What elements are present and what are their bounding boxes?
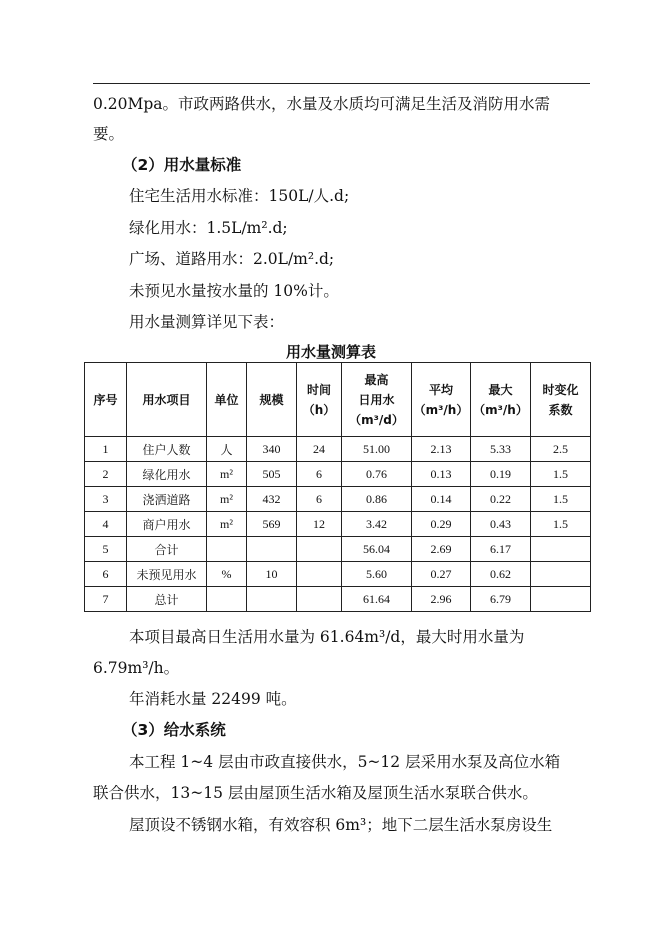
- cell-maxhr: 5.33: [471, 437, 531, 462]
- cell-unit: 人: [207, 437, 247, 462]
- cell-item: 商户用水: [127, 512, 207, 537]
- paragraph-line: 年消耗水量 22499 吨。: [129, 690, 297, 708]
- cell-hours: [297, 587, 342, 612]
- cell-scale: 10: [247, 562, 297, 587]
- header-unit: 单位: [207, 363, 247, 437]
- cell-scale: 340: [247, 437, 297, 462]
- standard-line: 绿化用水：1.5L/m².d;: [129, 219, 288, 237]
- cell-avg: 0.29: [412, 512, 471, 537]
- cell-scale: 505: [247, 462, 297, 487]
- paragraph-line: 6.79m³/h。: [93, 659, 180, 677]
- cell-scale: 432: [247, 487, 297, 512]
- header-hours: 时间 （h）: [297, 363, 342, 437]
- cell-unit: m²: [207, 512, 247, 537]
- header-no: 序号: [85, 363, 127, 437]
- table-row: [85, 537, 591, 562]
- header-scale: 规模: [247, 363, 297, 437]
- cell-avg: 2.13: [412, 437, 471, 462]
- cell-avg: 0.27: [412, 562, 471, 587]
- section-heading-2: （2）用水量标准: [122, 156, 242, 174]
- header-rule: [93, 83, 590, 84]
- cell-maxhr: 0.62: [471, 562, 531, 587]
- header-max-hour: 最大 （m³/h）: [471, 363, 531, 437]
- cell-coef: [531, 562, 591, 587]
- cell-maxhr: 0.43: [471, 512, 531, 537]
- cell-unit: [207, 587, 247, 612]
- cell-avg: 0.14: [412, 487, 471, 512]
- cell-maxday: 0.86: [342, 487, 412, 512]
- cell-maxday: 0.76: [342, 462, 412, 487]
- paragraph-line: 屋顶设不锈钢水箱，有效容积 6m³；地下二层生活水泵房设生: [129, 816, 553, 834]
- standard-line: 用水量测算详见下表：: [129, 313, 285, 331]
- cell-scale: [247, 587, 297, 612]
- standard-line: 住宅生活用水标准：150L/人.d;: [129, 187, 350, 205]
- cell-hours: 24: [297, 437, 342, 462]
- header-coefficient: 时变化 系数: [531, 363, 591, 437]
- table-caption: 用水量测算表: [285, 343, 376, 361]
- paragraph-line: 要。: [93, 125, 125, 143]
- cell-unit: [207, 537, 247, 562]
- standard-line: 未预见水量按水量的 10%计。: [129, 282, 339, 300]
- cell-coef: 1.5: [531, 512, 591, 537]
- cell-avg: 2.96: [412, 587, 471, 612]
- cell-unit: m²: [207, 487, 247, 512]
- cell-coef: 2.5: [531, 437, 591, 462]
- cell-item: 未预见用水: [127, 562, 207, 587]
- cell-avg: 2.69: [412, 537, 471, 562]
- cell-unit: m²: [207, 462, 247, 487]
- cell-no: 1: [85, 437, 127, 462]
- cell-hours: 6: [297, 487, 342, 512]
- cell-coef: 1.5: [531, 462, 591, 487]
- table-header-row: [85, 363, 591, 437]
- cell-maxday: 61.64: [342, 587, 412, 612]
- cell-no: 3: [85, 487, 127, 512]
- water-usage-table: [84, 362, 591, 612]
- cell-hours: [297, 562, 342, 587]
- paragraph-line: 0.20Mpa。市政两路供水，水量及水质均可满足生活及消防用水需: [93, 95, 551, 113]
- table-row: [85, 487, 591, 512]
- paragraph-line: 联合供水，13~15 层由屋顶生活水箱及屋顶生活水泵联合供水。: [93, 784, 538, 802]
- header-item: 用水项目: [127, 363, 207, 437]
- header-max-day: 最高 日用水 （m³/d）: [342, 363, 412, 437]
- paragraph-line: 本工程 1~4 层由市政直接供水，5~12 层采用水泵及高位水箱: [129, 753, 561, 771]
- cell-coef: [531, 537, 591, 562]
- header-average: 平均 （m³/h）: [412, 363, 471, 437]
- cell-hours: 6: [297, 462, 342, 487]
- cell-maxhr: 0.19: [471, 462, 531, 487]
- cell-maxhr: 6.17: [471, 537, 531, 562]
- table-row: [85, 437, 591, 462]
- cell-hours: [297, 537, 342, 562]
- table-row: [85, 512, 591, 537]
- cell-no: 2: [85, 462, 127, 487]
- cell-no: 5: [85, 537, 127, 562]
- paragraph-line: 本项目最高日生活用水量为 61.64m³/d，最大时用水量为: [129, 628, 525, 646]
- cell-maxday: 5.60: [342, 562, 412, 587]
- cell-hours: 12: [297, 512, 342, 537]
- cell-item: 浇洒道路: [127, 487, 207, 512]
- cell-unit: %: [207, 562, 247, 587]
- cell-coef: [531, 587, 591, 612]
- cell-maxday: 56.04: [342, 537, 412, 562]
- cell-no: 6: [85, 562, 127, 587]
- cell-item: 总计: [127, 587, 207, 612]
- table-row: [85, 562, 591, 587]
- cell-item: 合计: [127, 537, 207, 562]
- cell-item: 绿化用水: [127, 462, 207, 487]
- cell-coef: 1.5: [531, 487, 591, 512]
- cell-maxday: 51.00: [342, 437, 412, 462]
- cell-avg: 0.13: [412, 462, 471, 487]
- cell-maxday: 3.42: [342, 512, 412, 537]
- cell-scale: [247, 537, 297, 562]
- cell-maxhr: 0.22: [471, 487, 531, 512]
- cell-no: 4: [85, 512, 127, 537]
- cell-no: 7: [85, 587, 127, 612]
- cell-scale: 569: [247, 512, 297, 537]
- table-row: [85, 587, 591, 612]
- section-heading-3: （3）给水系统: [122, 721, 226, 739]
- cell-item: 住户人数: [127, 437, 207, 462]
- cell-maxhr: 6.79: [471, 587, 531, 612]
- table-row: [85, 462, 591, 487]
- standard-line: 广场、道路用水：2.0L/m².d;: [129, 250, 335, 268]
